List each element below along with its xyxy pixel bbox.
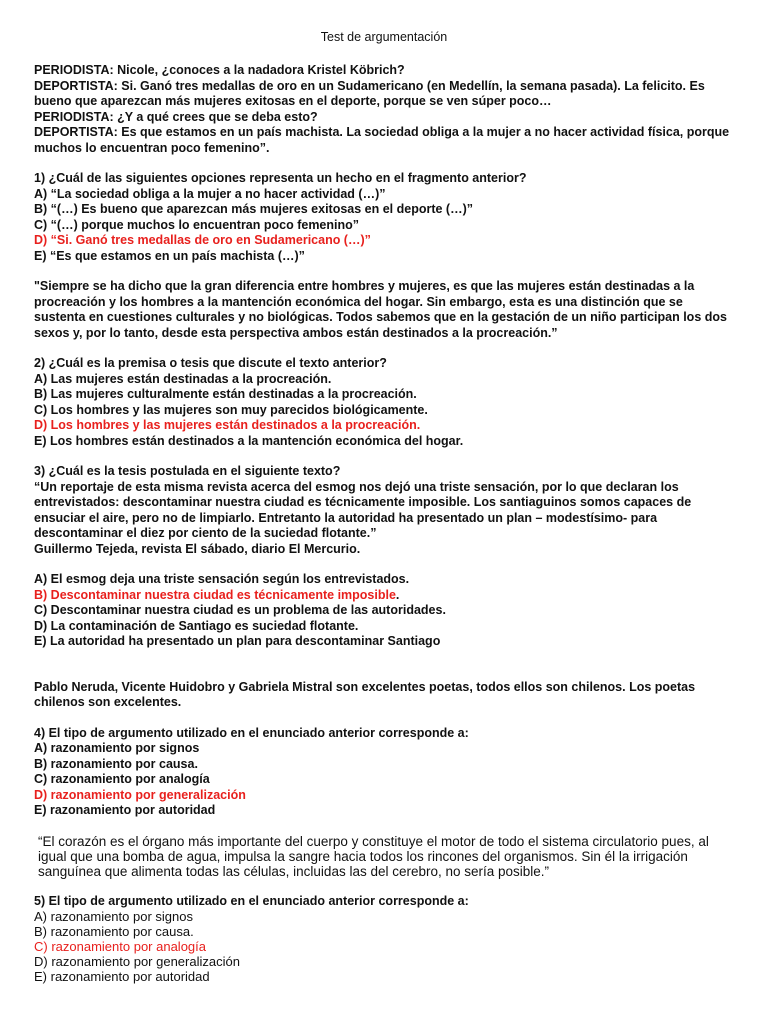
q3-option-e: E) La autoridad ha presentado un plan para descontaminar Santiago	[34, 634, 441, 648]
q1-option-a: A) “La sociedad obliga a la mujer a no hacer actividad (…)”	[34, 186, 386, 201]
q1-option-c: C) “(…) porque muchos lo encuentran poco femenino”	[34, 217, 360, 232]
passage-3-author: Guillermo Tejeda, revista El sábado, diario El Mercurio.	[34, 541, 361, 556]
question-4: 4) El tipo de argumento utilizado en el enunciado anterior corresponde a:	[34, 725, 469, 740]
passage-3-text: “Un reportaje de esta misma revista acerca del esmog nos dejó una triste sensación, por lo que declaran los entrevistados: descontaminar nuestra ciudad es técnicamente imposible. Los santiaguinos somos capaces de ensuciar el aire, pero no de limpiarlo. Entretanto la autoridad ha presentado un plan – modestísimo- para descontaminar el diez por ciento de la suciedad flotante.”	[34, 479, 692, 540]
q4-option-b: B) razonamiento por causa.	[34, 756, 198, 771]
q3-option-b	[34, 588, 734, 604]
passage-2: "Siempre se ha dicho que la gran diferencia entre hombres y mujeres, es que las mujeres están destinadas a la procreación y los hombres a la mantención económica del hogar. Sin embargo, esta es una distinción que se sustenta en cuestiones culturales y no biológicas. Todos sabemos que en la gestación de un niño participan los dos sexos y, por lo tanto, desde esta perspectiva ambos están destinados a la procreación.”	[34, 279, 727, 340]
dialogue-line: DEPORTISTA: Si. Ganó tres medallas de oro en un Sudamericano (en Medellín, la semana pasada). La felicito. Es bueno que aparezcan más mujeres exitosas en el deporte, porque se ven súper poco…	[34, 78, 705, 108]
dialogue-line: PERIODISTA: ¿Y a qué crees que se deba esto?	[34, 109, 318, 124]
q5-option-a: A) razonamiento por signos	[34, 909, 193, 924]
dialogue-section	[34, 63, 734, 984]
q2-option-e: E) Los hombres están destinados a la mantención económica del hogar.	[34, 433, 464, 448]
q5-option-e: E) razonamiento por autoridad	[34, 969, 210, 984]
q5-option-d: D) razonamiento por generalización	[34, 954, 240, 969]
question-1: 1) ¿Cuál de las siguientes opciones representa un hecho en el fragmento anterior?	[34, 171, 527, 185]
passage-4: Pablo Neruda, Vicente Huidobro y Gabriela Mistral son excelentes poetas, todos ellos son chilenos. Los poetas chilenos son excelentes.	[34, 679, 696, 709]
q3-option-a: A) El esmog deja una triste sensación según los entrevistados.	[34, 572, 410, 586]
q3-option-b-suffix: .	[395, 587, 400, 602]
dialogue-line: PERIODISTA: Nicole, ¿conoces a la nadadora Kristel Köbrich?	[34, 63, 405, 77]
q2-option-d-answer: D) Los hombres y las mujeres están destinados a la procreación.	[34, 418, 421, 432]
q1-option-e: E) “Es que estamos en un país machista (…)”	[34, 248, 305, 263]
passage-3	[34, 480, 734, 558]
q1-option-b: B) “(…) Es bueno que aparezcan más mujeres exitosas en el deporte (…)”	[34, 202, 474, 216]
q3-option-c: C) Descontaminar nuestra ciudad es un problema de las autoridades.	[34, 603, 446, 617]
question-3: 3) ¿Cuál es la tesis postulada en el siguiente texto?	[34, 464, 341, 478]
q5-option-b: B) razonamiento por causa.	[34, 924, 194, 939]
q2-option-b: B) Las mujeres culturalmente están destinadas a la procreación.	[34, 387, 417, 401]
q2-option-c: C) Los hombres y las mujeres son muy parecidos biológicamente.	[34, 402, 428, 417]
q5-option-c-answer: C) razonamiento por analogía	[34, 939, 206, 954]
question-2: 2) ¿Cuál es la premisa o tesis que discute el texto anterior?	[34, 356, 387, 370]
q4-option-a: A) razonamiento por signos	[34, 741, 200, 755]
q4-option-e: E) razonamiento por autoridad	[34, 803, 216, 817]
passage-5: “El corazón es el órgano más importante del cuerpo y constituye el motor de todo el sistema circulatorio pues, al igual que una bomba de agua, impulsa la sangre hacia todos los rincones del organismos. Sin él la irrigación sanguínea que alimenta todas las células, incluidas las del cerebro, no sería posible.”	[38, 833, 709, 879]
q3-option-b-answer: B) Descontaminar nuestra ciudad es técnicamente imposible	[34, 587, 396, 602]
question-5: 5) El tipo de argumento utilizado en el enunciado anterior corresponde a:	[34, 893, 469, 908]
q4-option-c: C) razonamiento por analogía	[34, 772, 210, 786]
q2-option-a: A) Las mujeres están destinadas a la procreación.	[34, 371, 332, 386]
q1-option-d-answer: D) “Si. Ganó tres medallas de oro en Sudamericano (…)”	[34, 233, 371, 247]
dialogue-line: DEPORTISTA: Es que estamos en un país machista. La sociedad obliga a la mujer a no hacer actividad física, porque muchos lo encuentran poco femenino”.	[34, 125, 730, 155]
q3-option-d: D) La contaminación de Santiago es suciedad flotante.	[34, 618, 359, 633]
q4-option-d-answer: D) razonamiento por generalización	[34, 787, 246, 802]
document-title: Test de argumentación	[320, 30, 448, 44]
